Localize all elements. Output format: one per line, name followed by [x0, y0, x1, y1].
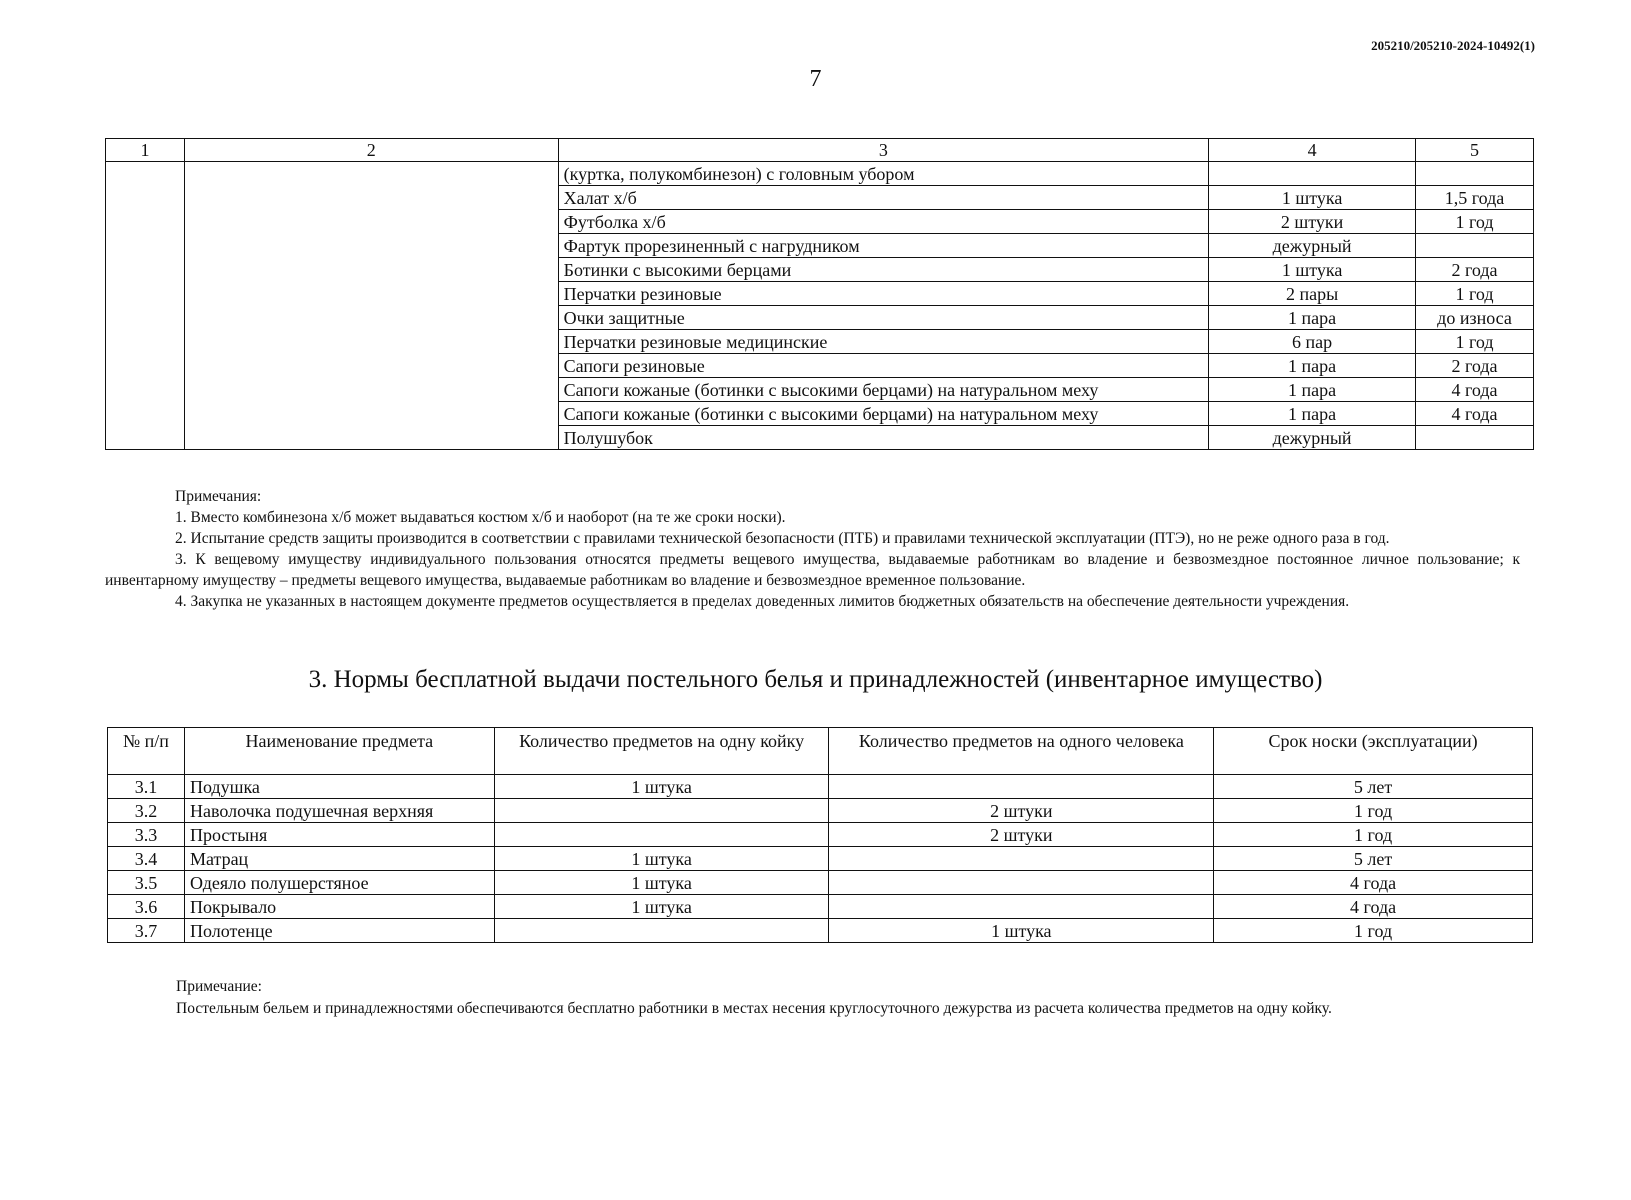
qty-per-person [829, 847, 1214, 871]
item-name: Полушубок [558, 426, 1209, 450]
item-term: 1,5 года [1416, 186, 1534, 210]
item-name: Матрац [184, 847, 494, 871]
qty-per-bed: 1 штука [494, 775, 829, 799]
item-name: Очки защитные [558, 306, 1209, 330]
note-text: Постельным бельем и принадлежностями обеспечиваются бесплатно работники в местах несения круглосуточного дежурства из расчета количества предметов на одну койку. [176, 1000, 1332, 1017]
table-row [108, 799, 1533, 823]
item-term: 4 года [1214, 895, 1533, 919]
qty-per-bed: 1 штука [494, 847, 829, 871]
qty-per-person: 1 штука [829, 919, 1214, 943]
clothing-norms-table [105, 138, 1534, 450]
table-row [108, 823, 1533, 847]
table-header-row [108, 728, 1533, 775]
table-row [108, 895, 1533, 919]
column-number: 3 [558, 139, 1209, 162]
item-quantity: 6 пар [1209, 330, 1416, 354]
row-number: 3.2 [108, 799, 185, 823]
column-number: 5 [1416, 139, 1534, 162]
row-number: 3.3 [108, 823, 185, 847]
qty-per-bed [494, 823, 829, 847]
item-term: 1 год [1214, 799, 1533, 823]
header-per-person: Количество предметов на одного человека [829, 728, 1214, 775]
note-item: 4. Закупка не указанных в настоящем документе предметов осуществляется в пределах доведенных лимитов бюджетных обязательств на обеспечение деятельности учреждения. [175, 593, 1350, 610]
item-quantity: 1 пара [1209, 306, 1416, 330]
item-name: Полотенце [184, 919, 494, 943]
item-term: 1 год [1416, 282, 1534, 306]
item-term: 5 лет [1214, 847, 1533, 871]
item-name: Ботинки с высокими берцами [558, 258, 1209, 282]
item-name: Халат х/б [558, 186, 1209, 210]
item-quantity: 1 пара [1209, 402, 1416, 426]
notes-block [105, 486, 1520, 612]
item-quantity: 2 пары [1209, 282, 1416, 306]
qty-per-bed [494, 799, 829, 823]
item-quantity [1209, 162, 1416, 186]
note-item: 2. Испытание средств защиты производится в соответствии с правилами технической безопасности (ПТБ) и правилами технической эксплуатации (ПТЭ), но не реже одного раза в год. [175, 530, 1390, 547]
item-quantity: 1 штука [1209, 258, 1416, 282]
item-term: 4 года [1214, 871, 1533, 895]
item-quantity: дежурный [1209, 234, 1416, 258]
row-number: 3.6 [108, 895, 185, 919]
item-name: Фартук прорезиненный с нагрудником [558, 234, 1209, 258]
empty-cell [184, 162, 558, 450]
row-number: 3.7 [108, 919, 185, 943]
item-term: 4 года [1416, 402, 1534, 426]
item-name: Подушка [184, 775, 494, 799]
item-term [1416, 234, 1534, 258]
item-quantity: дежурный [1209, 426, 1416, 450]
item-term: 4 года [1416, 378, 1534, 402]
item-quantity: 2 штуки [1209, 210, 1416, 234]
document-number: 205210/205210-2024-10492(1) [1371, 38, 1535, 53]
column-number: 4 [1209, 139, 1416, 162]
item-term: до износа [1416, 306, 1534, 330]
item-term: 5 лет [1214, 775, 1533, 799]
item-term: 2 года [1416, 354, 1534, 378]
qty-per-person [829, 871, 1214, 895]
qty-per-person [829, 775, 1214, 799]
qty-per-bed [494, 919, 829, 943]
notes-heading: Примечания: [175, 488, 262, 505]
item-name: Перчатки резиновые [558, 282, 1209, 306]
note-item: 1. Вместо комбинезона х/б может выдаваться костюм х/б и наоборот (на те же сроки носки). [175, 509, 786, 526]
item-name: Перчатки резиновые медицинские [558, 330, 1209, 354]
qty-per-person: 2 штуки [829, 823, 1214, 847]
item-name: Футболка х/б [558, 210, 1209, 234]
item-quantity: 1 пара [1209, 354, 1416, 378]
table-row [108, 775, 1533, 799]
item-term [1416, 426, 1534, 450]
header-per-bed: Количество предметов на одну койку [494, 728, 829, 775]
item-quantity: 1 штука [1209, 186, 1416, 210]
section-title: 3. Нормы бесплатной выдачи постельного белья и принадлежностей (инвентарное имущество) [308, 666, 1323, 693]
table-row [108, 919, 1533, 943]
item-name: Сапоги резиновые [558, 354, 1209, 378]
row-number: 3.4 [108, 847, 185, 871]
header-name: Наименование предмета [184, 728, 494, 775]
qty-per-person: 2 штуки [829, 799, 1214, 823]
table-row [108, 847, 1533, 871]
page-number: 7 [809, 66, 822, 92]
item-term: 1 год [1416, 330, 1534, 354]
table-header-row [106, 139, 1534, 162]
header-num: № п/п [108, 728, 185, 775]
item-name: Сапоги кожаные (ботинки с высокими берцами) на натуральном меху [558, 378, 1209, 402]
item-term [1416, 162, 1534, 186]
empty-cell [106, 162, 185, 450]
bedding-note [176, 976, 1536, 1020]
item-term: 1 год [1214, 919, 1533, 943]
item-term: 1 год [1416, 210, 1534, 234]
item-name: Одеяло полушерстяное [184, 871, 494, 895]
item-name: (куртка, полукомбинезон) с головным убором [558, 162, 1209, 186]
item-name: Покрывало [184, 895, 494, 919]
table-row [106, 162, 1534, 186]
item-name: Наволочка подушечная верхняя [184, 799, 494, 823]
item-name: Простыня [184, 823, 494, 847]
item-term: 1 год [1214, 823, 1533, 847]
note-heading: Примечание: [176, 978, 262, 995]
column-number: 2 [184, 139, 558, 162]
row-number: 3.1 [108, 775, 185, 799]
bedding-norms-table [107, 727, 1533, 943]
qty-per-bed: 1 штука [494, 871, 829, 895]
note-item: 3. К вещевому имуществу индивидуального пользования относятся предметы вещевого имущества, выдаваемые работникам во владение и безвозмездное постоянное личное пользование; к инвентарному имуществу – предметы вещевого имущества, выдаваемые работникам во владение и безвозмездное временное пользование. [105, 551, 1520, 589]
item-quantity: 1 пара [1209, 378, 1416, 402]
table-row [108, 871, 1533, 895]
row-number: 3.5 [108, 871, 185, 895]
item-name: Сапоги кожаные (ботинки с высокими берцами) на натуральном меху [558, 402, 1209, 426]
qty-per-person [829, 895, 1214, 919]
column-number: 1 [106, 139, 185, 162]
header-term: Срок носки (эксплуатации) [1214, 728, 1533, 775]
item-term: 2 года [1416, 258, 1534, 282]
qty-per-bed: 1 штука [494, 895, 829, 919]
